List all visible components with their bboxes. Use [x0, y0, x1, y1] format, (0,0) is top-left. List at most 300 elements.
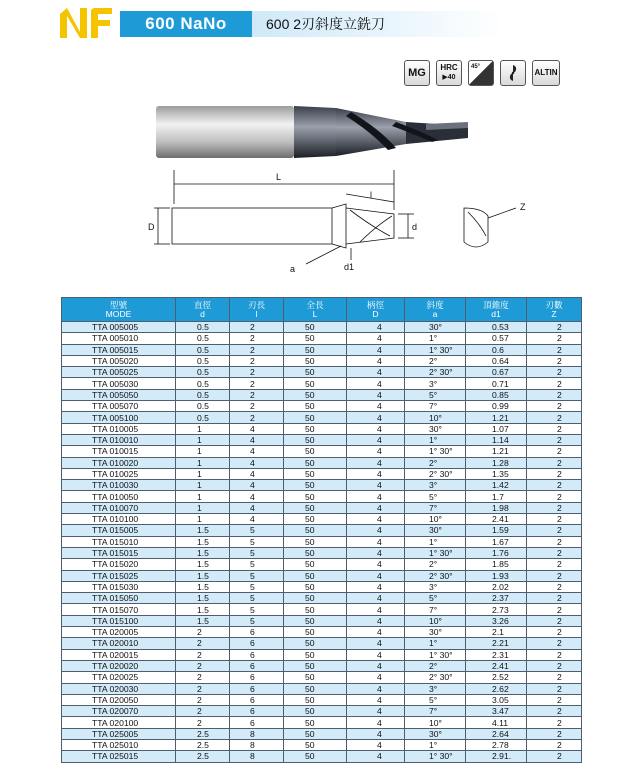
cell-diameter: 2	[176, 660, 230, 671]
cell-taper-angle: 1° 30°	[405, 344, 466, 355]
cell-shank-diameter: 4	[347, 627, 405, 638]
cell-overall-length: 50	[284, 604, 347, 615]
cell-shank-diameter: 4	[347, 457, 405, 468]
cell-overall-length: 50	[284, 491, 347, 502]
table-row	[62, 434, 582, 445]
cell-shank-diameter: 4	[347, 536, 405, 547]
cell-flute-length: 5	[230, 581, 284, 592]
cell-taper-angle: 3°	[405, 480, 466, 491]
cell-overall-length: 50	[284, 570, 347, 581]
label-d1: d1	[344, 262, 355, 272]
cell-shank-diameter: 4	[347, 694, 405, 705]
cell-shank-diameter: 4	[347, 739, 405, 750]
cell-flute-length: 6	[230, 717, 284, 728]
cell-model: TTA 020015	[62, 649, 176, 660]
cell-flute-length: 4	[230, 457, 284, 468]
cell-diameter: 1.5	[176, 570, 230, 581]
cell-overall-length: 50	[284, 446, 347, 457]
label-Z: Z	[520, 202, 526, 212]
table-row	[62, 627, 582, 638]
cell-taper-angle: 3°	[405, 581, 466, 592]
table-row	[62, 547, 582, 558]
cell-overall-length: 50	[284, 751, 347, 762]
cell-flute-length: 4	[230, 514, 284, 525]
header-overall-length-cn: 全長	[306, 299, 324, 310]
table-row	[62, 446, 582, 457]
table-row	[62, 717, 582, 728]
cell-model: TTA 010020	[62, 457, 176, 468]
cell-taper-angle: 7°	[405, 502, 466, 513]
cell-tip-diameter: 2.21	[466, 638, 527, 649]
table-row	[62, 468, 582, 479]
cell-model: TTA 020010	[62, 638, 176, 649]
cell-shank-diameter: 4	[347, 446, 405, 457]
header-shank-diameter-en: D	[372, 308, 379, 319]
cell-taper-angle: 7°	[405, 604, 466, 615]
cell-diameter: 1.5	[176, 547, 230, 558]
header-taper-angle	[405, 298, 466, 322]
cell-flute-count: 2	[527, 457, 582, 468]
cell-flute-count: 2	[527, 355, 582, 366]
cell-model: TTA 015005	[62, 525, 176, 536]
cell-tip-diameter: 2.62	[466, 683, 527, 694]
cell-model: TTA 005020	[62, 355, 176, 366]
cell-tip-diameter: 0.71	[466, 378, 527, 389]
cell-diameter: 0.5	[176, 389, 230, 400]
cell-flute-count: 2	[527, 728, 582, 739]
cell-flute-count: 2	[527, 706, 582, 717]
cell-model: TTA 020025	[62, 672, 176, 683]
cell-overall-length: 50	[284, 593, 347, 604]
cell-flute-count: 2	[527, 344, 582, 355]
cell-taper-angle: 7°	[405, 401, 466, 412]
cell-diameter: 2	[176, 694, 230, 705]
cell-flute-count: 2	[527, 627, 582, 638]
cell-flute-length: 2	[230, 333, 284, 344]
cell-model: TTA 005005	[62, 322, 176, 333]
cell-tip-diameter: 1.42	[466, 480, 527, 491]
cell-model: TTA 020050	[62, 694, 176, 705]
cell-flute-count: 2	[527, 378, 582, 389]
cell-flute-length: 6	[230, 649, 284, 660]
cell-diameter: 1	[176, 434, 230, 445]
cell-tip-diameter: 1.76	[466, 547, 527, 558]
cell-shank-diameter: 4	[347, 367, 405, 378]
cell-shank-diameter: 4	[347, 378, 405, 389]
table-row	[62, 389, 582, 400]
cell-tip-diameter: 3.26	[466, 615, 527, 626]
cell-taper-angle: 30°	[405, 322, 466, 333]
cell-shank-diameter: 4	[347, 604, 405, 615]
cell-shank-diameter: 4	[347, 649, 405, 660]
cell-diameter: 1	[176, 491, 230, 502]
cell-shank-diameter: 4	[347, 389, 405, 400]
cell-taper-angle: 5°	[405, 694, 466, 705]
table-row	[62, 457, 582, 468]
cell-taper-angle: 7°	[405, 706, 466, 717]
cell-shank-diameter: 4	[347, 322, 405, 333]
cell-flute-length: 2	[230, 412, 284, 423]
cell-overall-length: 50	[284, 355, 347, 366]
cell-diameter: 1	[176, 514, 230, 525]
cell-overall-length: 50	[284, 559, 347, 570]
cell-overall-length: 50	[284, 423, 347, 434]
cell-flute-count: 2	[527, 401, 582, 412]
header-flute-count-cn: 刃數	[545, 299, 563, 310]
table-header-row	[62, 298, 582, 322]
cell-flute-length: 5	[230, 593, 284, 604]
cell-flute-count: 2	[527, 649, 582, 660]
cell-tip-diameter: 0.57	[466, 333, 527, 344]
cell-tip-diameter: 0.6	[466, 344, 527, 355]
cell-diameter: 1	[176, 502, 230, 513]
cell-overall-length: 50	[284, 536, 347, 547]
cell-diameter: 2	[176, 627, 230, 638]
cell-taper-angle: 1° 30°	[405, 649, 466, 660]
cell-model: TTA 015015	[62, 547, 176, 558]
cell-flute-length: 6	[230, 638, 284, 649]
table-row	[62, 412, 582, 423]
cell-diameter: 1.5	[176, 615, 230, 626]
cell-model: TTA 010030	[62, 480, 176, 491]
cell-tip-diameter: 0.99	[466, 401, 527, 412]
cell-shank-diameter: 4	[347, 434, 405, 445]
cell-tip-diameter: 0.64	[466, 355, 527, 366]
cell-taper-angle: 2°	[405, 660, 466, 671]
cell-taper-angle: 10°	[405, 615, 466, 626]
cell-taper-angle: 2°	[405, 559, 466, 570]
cell-tip-diameter: 0.67	[466, 367, 527, 378]
header-overall-length	[284, 298, 347, 322]
cell-tip-diameter: 2.52	[466, 672, 527, 683]
cell-tip-diameter: 2.73	[466, 604, 527, 615]
cell-overall-length: 50	[284, 660, 347, 671]
cell-shank-diameter: 4	[347, 333, 405, 344]
cell-flute-count: 2	[527, 615, 582, 626]
cell-tip-diameter: 1.07	[466, 423, 527, 434]
cell-diameter: 1	[176, 468, 230, 479]
cell-flute-length: 6	[230, 683, 284, 694]
cell-tip-diameter: 0.85	[466, 389, 527, 400]
table-row	[62, 604, 582, 615]
header-overall-length-en: L	[312, 308, 318, 319]
cell-taper-angle: 3°	[405, 378, 466, 389]
cell-tip-diameter: 1.21	[466, 446, 527, 457]
table-row	[62, 739, 582, 750]
cell-diameter: 0.5	[176, 401, 230, 412]
cell-model: TTA 010015	[62, 446, 176, 457]
cell-diameter: 2.5	[176, 751, 230, 762]
end-mill-photo-icon	[156, 100, 474, 162]
cell-diameter: 0.5	[176, 333, 230, 344]
cell-model: TTA 010100	[62, 514, 176, 525]
cell-taper-angle: 1° 30°	[405, 751, 466, 762]
label-d: d	[412, 222, 418, 232]
cell-diameter: 0.5	[176, 344, 230, 355]
cell-flute-count: 2	[527, 694, 582, 705]
cell-shank-diameter: 4	[347, 401, 405, 412]
cell-overall-length: 50	[284, 581, 347, 592]
dimension-drawing	[146, 168, 536, 278]
cell-diameter: 1.5	[176, 525, 230, 536]
cell-flute-length: 5	[230, 615, 284, 626]
cell-shank-diameter: 4	[347, 615, 405, 626]
altin-coating-badge-icon	[532, 60, 560, 86]
cell-flute-count: 2	[527, 468, 582, 479]
cell-shank-diameter: 4	[347, 491, 405, 502]
cell-overall-length: 50	[284, 434, 347, 445]
cell-overall-length: 50	[284, 367, 347, 378]
cell-shank-diameter: 4	[347, 751, 405, 762]
cell-model: TTA 005050	[62, 389, 176, 400]
cell-model: TTA 005070	[62, 401, 176, 412]
header-shank-diameter	[347, 298, 405, 322]
cell-tip-diameter: 2.1	[466, 627, 527, 638]
cell-flute-length: 6	[230, 627, 284, 638]
label-l: l	[370, 190, 372, 200]
table-row	[62, 367, 582, 378]
cell-flute-length: 6	[230, 694, 284, 705]
hrc-badge-label: HRC	[440, 63, 458, 72]
cell-diameter: 0.5	[176, 367, 230, 378]
cell-shank-diameter: 4	[347, 344, 405, 355]
cell-tip-diameter: 2.41	[466, 660, 527, 671]
cell-shank-diameter: 4	[347, 717, 405, 728]
cell-shank-diameter: 4	[347, 706, 405, 717]
product-subtitle: 600 2刃斜度立銑刀	[266, 16, 386, 32]
cell-flute-count: 2	[527, 514, 582, 525]
cell-model: TTA 010010	[62, 434, 176, 445]
cell-shank-diameter: 4	[347, 683, 405, 694]
cell-model: TTA 025010	[62, 739, 176, 750]
cell-taper-angle: 2° 30°	[405, 672, 466, 683]
table-row	[62, 344, 582, 355]
cell-taper-angle: 5°	[405, 389, 466, 400]
cell-taper-angle: 1° 30°	[405, 446, 466, 457]
cell-overall-length: 50	[284, 627, 347, 638]
cell-overall-length: 50	[284, 638, 347, 649]
cell-flute-length: 2	[230, 378, 284, 389]
cell-taper-angle: 30°	[405, 627, 466, 638]
header-diameter-cn: 直徑	[193, 299, 212, 310]
cell-overall-length: 50	[284, 468, 347, 479]
cell-model: TTA 015050	[62, 593, 176, 604]
cell-tip-diameter: 1.67	[466, 536, 527, 547]
cell-flute-length: 2	[230, 367, 284, 378]
table-row	[62, 751, 582, 762]
cell-shank-diameter: 4	[347, 581, 405, 592]
table-row	[62, 672, 582, 683]
table-body	[62, 322, 582, 763]
table-row	[62, 694, 582, 705]
cell-model: TTA 010025	[62, 468, 176, 479]
cell-flute-count: 2	[527, 434, 582, 445]
brand-logo-icon	[58, 6, 114, 40]
cell-overall-length: 50	[284, 401, 347, 412]
cell-taper-angle: 10°	[405, 717, 466, 728]
header-taper-angle-cn: 斜度	[426, 299, 444, 310]
cell-flute-count: 2	[527, 480, 582, 491]
cell-model: TTA 005025	[62, 367, 176, 378]
header-model-cn: 型號	[109, 299, 128, 310]
cell-tip-diameter: 4.11	[466, 717, 527, 728]
cell-overall-length: 50	[284, 378, 347, 389]
cell-taper-angle: 1°	[405, 638, 466, 649]
cell-model: TTA 025015	[62, 751, 176, 762]
cell-diameter: 1	[176, 423, 230, 434]
cell-flute-length: 2	[230, 344, 284, 355]
mg-badge-label: MG	[408, 67, 426, 79]
cell-model: TTA 005030	[62, 378, 176, 389]
cell-flute-length: 8	[230, 728, 284, 739]
table-row	[62, 401, 582, 412]
cell-flute-length: 4	[230, 491, 284, 502]
table-row	[62, 581, 582, 592]
cell-diameter: 2	[176, 649, 230, 660]
cell-flute-length: 4	[230, 468, 284, 479]
cell-overall-length: 50	[284, 694, 347, 705]
cell-flute-length: 5	[230, 525, 284, 536]
cell-flute-length: 2	[230, 401, 284, 412]
cell-shank-diameter: 4	[347, 593, 405, 604]
two-flute-icon	[501, 61, 525, 85]
cell-flute-length: 8	[230, 739, 284, 750]
cell-flute-length: 2	[230, 355, 284, 366]
cell-flute-length: 4	[230, 480, 284, 491]
cell-taper-angle: 2° 30°	[405, 570, 466, 581]
cell-overall-length: 50	[284, 615, 347, 626]
cell-tip-diameter: 1.28	[466, 457, 527, 468]
cell-diameter: 2	[176, 706, 230, 717]
cell-tip-diameter: 1.93	[466, 570, 527, 581]
cell-tip-diameter: 1.7	[466, 491, 527, 502]
cell-model: TTA 010050	[62, 491, 176, 502]
cell-overall-length: 50	[284, 739, 347, 750]
cell-tip-diameter: 1.35	[466, 468, 527, 479]
header-flute-count	[527, 298, 582, 322]
cell-flute-count: 2	[527, 593, 582, 604]
cell-overall-length: 50	[284, 457, 347, 468]
cell-tip-diameter: 1.21	[466, 412, 527, 423]
hrc-badge-icon	[436, 60, 462, 86]
cell-diameter: 1.5	[176, 581, 230, 592]
cell-overall-length: 50	[284, 706, 347, 717]
cell-tip-diameter: 2.91.	[466, 751, 527, 762]
cell-diameter: 2	[176, 683, 230, 694]
cell-overall-length: 50	[284, 389, 347, 400]
cell-flute-length: 5	[230, 604, 284, 615]
helix-45-badge-icon	[468, 60, 494, 86]
cell-flute-count: 2	[527, 739, 582, 750]
table-row	[62, 660, 582, 671]
header-tip-diameter-cn: 頂錐度	[483, 299, 509, 310]
series-title: 600 NaNo	[120, 11, 252, 37]
cell-flute-count: 2	[527, 559, 582, 570]
table-row	[62, 355, 582, 366]
table-row	[62, 502, 582, 513]
cell-overall-length: 50	[284, 649, 347, 660]
table-row	[62, 514, 582, 525]
cell-flute-count: 2	[527, 660, 582, 671]
cell-flute-length: 8	[230, 751, 284, 762]
cell-taper-angle: 2° 30°	[405, 468, 466, 479]
spec-table	[61, 297, 582, 763]
cell-model: TTA 020030	[62, 683, 176, 694]
header-shank-diameter-cn: 柄徑	[366, 299, 385, 310]
cell-flute-count: 2	[527, 604, 582, 615]
cell-diameter: 2	[176, 717, 230, 728]
cell-flute-length: 5	[230, 547, 284, 558]
cell-shank-diameter: 4	[347, 502, 405, 513]
cell-taper-angle: 10°	[405, 412, 466, 423]
helix-badge-label: 45°	[471, 64, 481, 70]
cell-diameter: 1.5	[176, 559, 230, 570]
table-row	[62, 491, 582, 502]
cell-flute-count: 2	[527, 389, 582, 400]
cell-diameter: 1	[176, 446, 230, 457]
cell-diameter: 0.5	[176, 355, 230, 366]
cell-flute-count: 2	[527, 638, 582, 649]
table-row	[62, 559, 582, 570]
cell-flute-count: 2	[527, 547, 582, 558]
cell-flute-count: 2	[527, 683, 582, 694]
cell-flute-length: 6	[230, 706, 284, 717]
cell-taper-angle: 3°	[405, 683, 466, 694]
cell-diameter: 2.5	[176, 728, 230, 739]
cell-diameter: 1	[176, 457, 230, 468]
table-row	[62, 570, 582, 581]
cell-tip-diameter: 1.59	[466, 525, 527, 536]
label-a: a	[290, 264, 296, 274]
cell-shank-diameter: 4	[347, 728, 405, 739]
cell-taper-angle: 5°	[405, 491, 466, 502]
cell-model: TTA 015020	[62, 559, 176, 570]
table-row	[62, 525, 582, 536]
cell-tip-diameter: 2.02	[466, 581, 527, 592]
cell-taper-angle: 1°	[405, 536, 466, 547]
cell-model: TTA 025005	[62, 728, 176, 739]
cell-model: TTA 015030	[62, 581, 176, 592]
cell-overall-length: 50	[284, 547, 347, 558]
label-D: D	[148, 222, 155, 232]
cell-model: TTA 015070	[62, 604, 176, 615]
cell-flute-count: 2	[527, 446, 582, 457]
mg-badge-icon	[404, 60, 430, 86]
cell-model: TTA 005015	[62, 344, 176, 355]
header-model-en: MODE	[105, 308, 132, 319]
cell-shank-diameter: 4	[347, 672, 405, 683]
cell-flute-length: 5	[230, 570, 284, 581]
cell-tip-diameter: 2.37	[466, 593, 527, 604]
cell-model: TTA 015010	[62, 536, 176, 547]
cell-diameter: 0.5	[176, 378, 230, 389]
cell-diameter: 1	[176, 480, 230, 491]
header-diameter-en: d	[200, 308, 205, 319]
header-flute-length	[230, 298, 284, 322]
cell-overall-length: 50	[284, 717, 347, 728]
cell-model: TTA 005010	[62, 333, 176, 344]
cell-flute-length: 2	[230, 389, 284, 400]
header-flute-count-en: Z	[551, 308, 557, 319]
cell-diameter: 1.5	[176, 593, 230, 604]
table-row	[62, 536, 582, 547]
cell-shank-diameter: 4	[347, 525, 405, 536]
cell-flute-length: 4	[230, 502, 284, 513]
cell-tip-diameter: 2.78	[466, 739, 527, 750]
altin-badge-label: ALTIN	[534, 68, 558, 77]
cell-flute-length: 4	[230, 434, 284, 445]
cell-tip-diameter: 1.85	[466, 559, 527, 570]
